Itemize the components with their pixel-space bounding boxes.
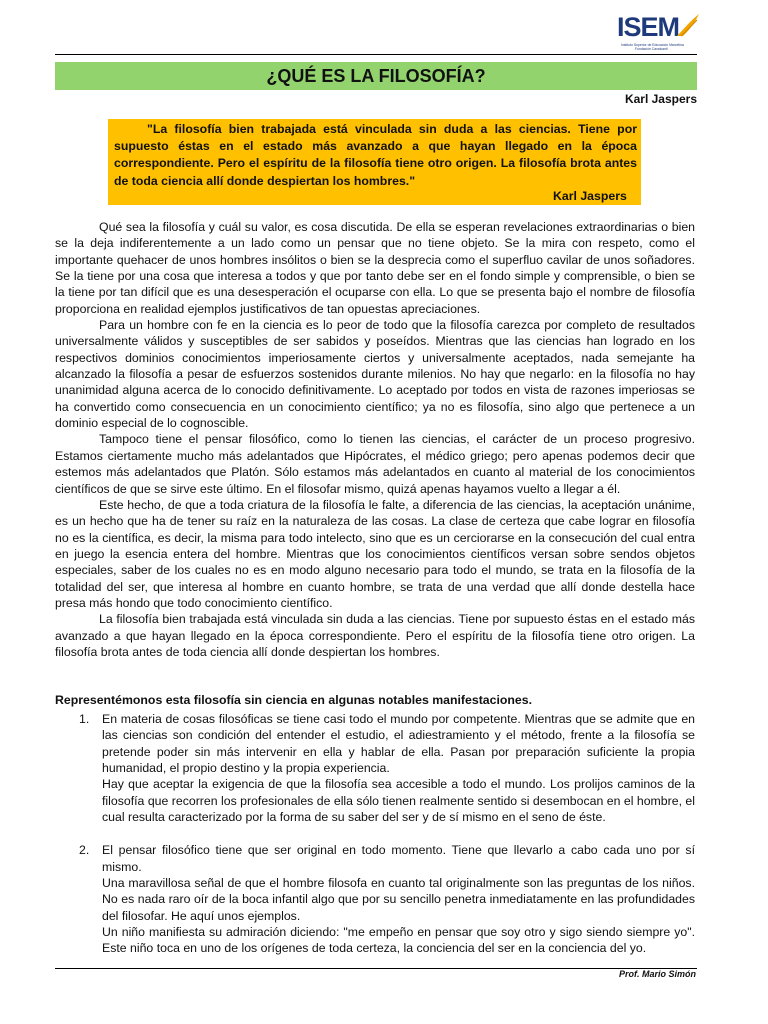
page-title: ¿QUÉ ES LA FILOSOFÍA? (55, 62, 697, 90)
footer-author: Prof. Mario Simón (618, 969, 696, 979)
footer-divider (55, 968, 697, 969)
logo-text: ISEM (617, 12, 680, 42)
numbered-list (55, 711, 695, 957)
list-item (55, 711, 695, 825)
list-paragraph: Hay que aceptar la exigencia de que la filosofía sea accesible a todo el mundo. Los prolijos caminos de la filosofía que recorren los profesionales de ella sólo tienen realmente sentido si desembocan en el hombre, el cual resulta caracterizado por la forma de su saber del ser y de sí mismo en el seno de éste. (102, 777, 695, 825)
paragraph: Qué sea la filosofía y cuál su valor, es cosa discutida. De ella se esperan revelaciones extraordinarias o bien se la deja indiferentemente a un lado como un pensar que no tiene objeto. Se la mira con respeto, como el importante quehacer de unos hombres insólitos o bien se la desprecia como el superfluo cavilar de unos soñadores. Se la tiene por una cosa que interesa a todos y que por tanto debe ser en el fondo simple y comprensible, o bien se la tiene por tan difícil que es una desesperación el ocuparse con ella. Lo que se presenta bajo el nombre de filosofía proporciona en realidad ejemplos justificativos de tan opuestas apreciaciones. (55, 220, 695, 316)
quote-box (108, 119, 641, 205)
quote-author: Karl Jaspers (553, 189, 627, 203)
list-paragraph: En materia de cosas filosóficas se tiene casi todo el mundo por competente. Mientras que se admite que en las ciencias son condición del entender el estudio, el adiestramiento y el método, frente a la filosofía se pretende poder sin más intervenir en ella y hablar de ella. Pasan por preparación suficiente la propia humanidad, el propio destino y la propia experiencia. (102, 712, 695, 776)
list-paragraph: Un niño manifiesta su admiración diciendo: "me empeño en pensar que soy otro y sigo siendo siempre yo". Este niño toca en uno de los orígenes de toda certeza, la conciencia del ser en la conciencia del yo. (102, 925, 695, 956)
list-intro: Representémonos esta filosofía sin ciencia en algunas notables manifestaciones. (55, 693, 532, 707)
quote-text: "La filosofía bien trabajada está vinculada sin duda a las ciencias. Tiene por supuesto éstas en el estado más avanzado a que hayan llegado en la época correspondiente. Pero el espíritu de la filosofía tiene otro origen. La filosofía brota antes de toda ciencia allí donde despiertan los hombres." (114, 122, 637, 188)
logo-subtitle-2: Fundación Cavalcanti (635, 47, 668, 51)
logo-subtitle-1: Instituto Superior de Educación Marcelina (621, 43, 684, 47)
paragraph: La filosofía bien trabajada está vinculada sin duda a las ciencias. Tiene por supuesto éstas en el estado más avanzado a que hayan llegado en la época correspondiente. Pero el espíritu de la filosofía tiene otro origen. La filosofía brota antes de toda ciencia allí donde despiertan los hombres. (55, 612, 695, 659)
list-number: 1. (79, 712, 90, 726)
paragraph: Para un hombre con fe en la ciencia es lo peor de todo que la filosofía carezca por completo de resultados universalmente válidos y susceptibles de ser sabidos y poseídos. Mientras que las ciencias han logrado en los respectivos dominios conocimientos imperiosamente ciertos y universalmente aceptados, nada semejante ha alcanzado la filosofía a pesar de esfuerzos sostenidos durante milenios. No hay que negarlo: en la filosofía no hay unanimidad alguna acerca de lo conocido definitivamente. Lo aceptado por todos en vista de razones imperiosas se ha convertido como consecuencia en un conocimiento científico; ya no es filosofía, sino algo que pertenece a un dominio especial de lo cognoscible. (55, 318, 695, 431)
title-author: Karl Jaspers (624, 92, 697, 106)
list-item (55, 842, 695, 956)
list-paragraph: Una maravillosa señal de que el hombre filosofa en cuanto tal originalmente son las preguntas de los niños. No es nada raro oír de la boca infantil algo que por su sencillo penetra inmediatamente en las profundidades del filosofar. He aquí unos ejemplos. (102, 876, 695, 923)
list-number: 2. (79, 843, 90, 858)
wing-icon (675, 12, 701, 38)
body-text (55, 219, 695, 660)
isem-logo (617, 12, 699, 52)
list-paragraph: El pensar filosófico tiene que ser original en todo momento. Tiene que llevarlo a cabo cada uno por sí mismo. (102, 843, 695, 874)
header-divider (55, 54, 697, 55)
paragraph: Este hecho, de que a toda criatura de la filosofía le falte, a diferencia de las ciencias, la aceptación unánime, es un hecho que ha de tener su raíz en la naturaleza de las cosas. La clase de certeza que cabe lograr en filosofía no es la científica, es decir, la misma para todo intelecto, sino que es un cerciorarse en la consecución del cual entra en juego la esencia entera del hombre. Mientras que los conocimientos científicos versan sobre sendos objetos especiales, saber de los cuales no es en modo alguno necesario para todo el mundo, se trata en la filosofía de la totalidad del ser, que interesa al hombre en cuanto hombre, se trata de una verdad que allí donde destella hace presa más hondo que todo conocimiento científico. (55, 497, 695, 610)
paragraph: Tampoco tiene el pensar filosófico, como lo tienen las ciencias, el carácter de un proceso progresivo. Estamos ciertamente mucho más adelantados que Hipócrates, el médico griego; pero apenas podemos decir que estemos más adelantados que Platón. Sólo estamos más adelantados en cuanto al material de los conocimientos científicos de que se sirve este último. En el filosofar mismo, quizá apenas hayamos vuelto a llegar a él. (55, 432, 695, 496)
